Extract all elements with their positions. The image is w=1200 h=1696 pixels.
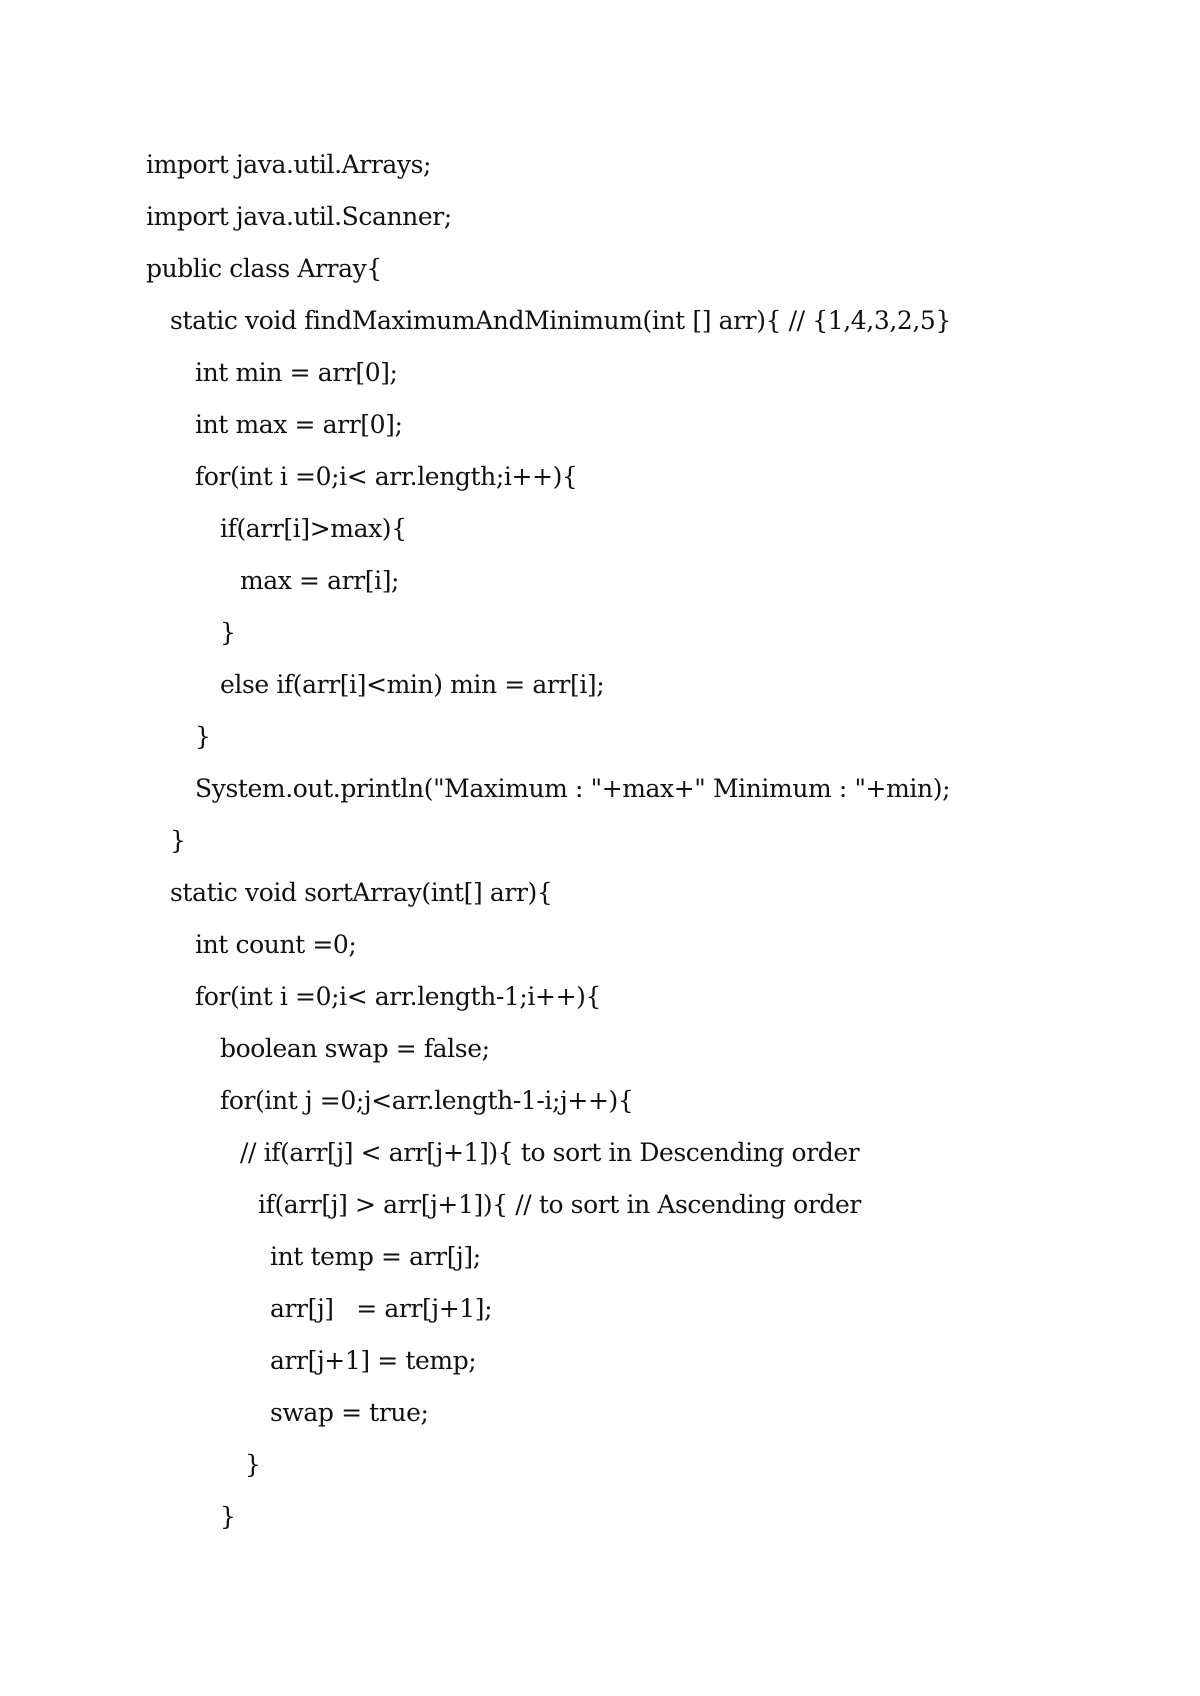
code-line: } (245, 1450, 261, 1479)
code-line: // if(arr[j] < arr[j+1]){ to sort in Descending order (240, 1138, 860, 1167)
code-line: for(int i =0;i< arr.length-1;i++){ (195, 982, 601, 1011)
code-line: int temp = arr[j]; (270, 1242, 481, 1271)
code-line: boolean swap = false; (220, 1034, 490, 1063)
code-line: } (170, 826, 186, 855)
code-line: if(arr[i]>max){ (220, 514, 407, 543)
code-line: import java.util.Arrays; (146, 150, 432, 179)
code-line: } (195, 722, 211, 751)
code-line: for(int j =0;j<arr.length-1-i;j++){ (220, 1086, 634, 1115)
code-line: } (220, 1502, 236, 1531)
code-line: int min = arr[0]; (195, 358, 398, 387)
code-line: static void findMaximumAndMinimum(int [] arr){ // {1,4,3,2,5} (170, 306, 951, 335)
code-line: public class Array{ (146, 254, 382, 283)
code-line: else if(arr[i]<min) min = arr[i]; (220, 670, 605, 699)
code-line: for(int i =0;i< arr.length;i++){ (195, 462, 578, 491)
code-line: arr[j+1] = temp; (270, 1346, 477, 1375)
code-line: static void sortArray(int[] arr){ (170, 878, 553, 907)
code-line: swap = true; (270, 1398, 429, 1427)
code-line: if(arr[j] > arr[j+1]){ // to sort in Ascending order (258, 1190, 861, 1219)
code-line: arr[j] = arr[j+1]; (270, 1294, 493, 1323)
code-line: int max = arr[0]; (195, 410, 403, 439)
code-line: int count =0; (195, 930, 357, 959)
code-line: import java.util.Scanner; (146, 202, 452, 231)
code-line: System.out.println("Maximum : "+max+" Minimum : "+min); (195, 774, 951, 803)
code-line: max = arr[i]; (240, 566, 400, 595)
code-line: } (220, 618, 236, 647)
